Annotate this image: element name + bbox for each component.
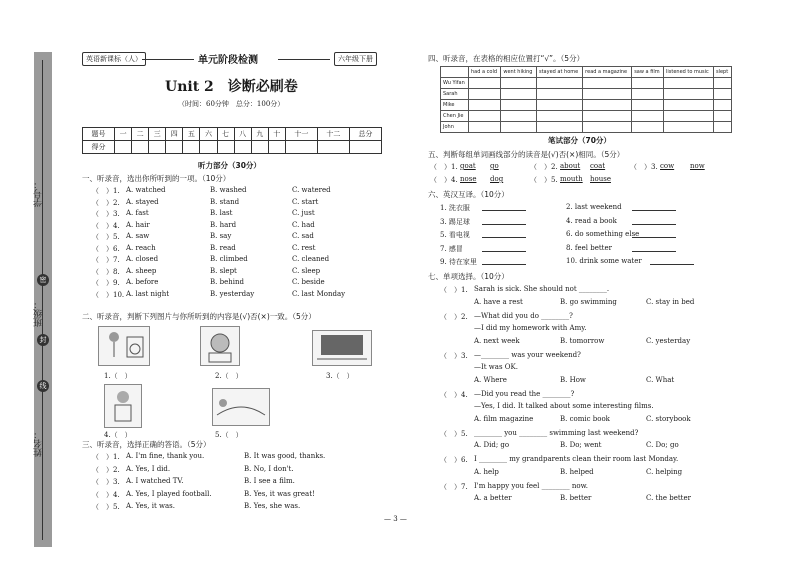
option-a: A. closed bbox=[126, 255, 159, 263]
table-cell bbox=[663, 122, 713, 133]
table-header: had a cold bbox=[468, 67, 500, 78]
table-cell bbox=[501, 89, 537, 100]
table-cell bbox=[536, 89, 582, 100]
answer-blank bbox=[482, 204, 526, 211]
question-number: （ ）3. bbox=[92, 210, 120, 218]
table-cell bbox=[632, 100, 664, 111]
question-number: （ ）9. bbox=[92, 279, 120, 287]
word-1: about bbox=[560, 162, 581, 170]
question-number: （ ）1. bbox=[430, 163, 458, 171]
option-b: B. yesterday bbox=[210, 289, 255, 298]
question-number: （ ）1. bbox=[92, 453, 120, 461]
table-cell bbox=[632, 78, 664, 89]
listening-heading: 听力部分（30分） bbox=[198, 161, 261, 170]
score-table: 题号 一 二 三 四 五 六 七 八 九 十 十一 十二 总分 得分 bbox=[82, 127, 382, 154]
option-a: A. have a rest bbox=[474, 297, 523, 306]
table-cell bbox=[713, 100, 731, 111]
cn-phrase: 9. 待在家里 bbox=[440, 258, 477, 266]
curriculum-tag: 英语新课标（人） bbox=[82, 52, 146, 66]
question-number: （ ）2. bbox=[440, 312, 468, 321]
question-number: （ ）2. bbox=[92, 465, 120, 474]
question-text: I ________ my grandparents clean their room last Monday. bbox=[474, 455, 679, 463]
option-b: B. behind bbox=[210, 278, 244, 286]
option-c: C. helping bbox=[646, 467, 683, 476]
option-c: C. just bbox=[292, 209, 315, 217]
answer-blank bbox=[632, 231, 676, 238]
option-b: B. Do; went bbox=[560, 441, 602, 449]
en-phrase: 4. read a book bbox=[566, 216, 617, 225]
answer-blank bbox=[632, 218, 676, 225]
question-number: （ ）7. bbox=[440, 482, 468, 491]
option-b: B. comic book bbox=[560, 414, 610, 423]
word-2: house bbox=[590, 175, 611, 183]
table-header: saw a film bbox=[632, 67, 664, 78]
table-cell bbox=[501, 122, 537, 133]
option-c: C. sad bbox=[292, 232, 314, 240]
picture-cinema bbox=[312, 330, 372, 366]
cn-phrase: 1. 洗衣服 bbox=[440, 204, 470, 212]
word-1: cow bbox=[660, 162, 675, 170]
option-a: A. fast bbox=[126, 209, 149, 217]
seal-char: 封 bbox=[37, 334, 49, 346]
question-number: （ ）1. bbox=[92, 187, 120, 195]
table-cell bbox=[713, 78, 731, 89]
option-c: C. watered bbox=[292, 186, 331, 194]
cinema-icon bbox=[313, 331, 371, 365]
question-number: （ ）2. bbox=[530, 163, 558, 171]
question-number: （ ）6. bbox=[92, 244, 120, 253]
table-cell bbox=[536, 111, 582, 122]
question-number: （ ）1. bbox=[440, 286, 468, 294]
question-number: （ ）8. bbox=[92, 267, 120, 276]
question-number: （ ）3. bbox=[92, 478, 120, 486]
table-cell bbox=[583, 89, 632, 100]
en-phrase: 2. last weekend bbox=[566, 203, 622, 211]
grade-tag: 六年级下册 bbox=[334, 52, 377, 66]
section-title: 七、单项选择。（10分） bbox=[428, 272, 509, 281]
option-a: A. Yes, it was. bbox=[126, 502, 175, 510]
row-label: Sarah bbox=[441, 89, 469, 100]
answer-blank bbox=[632, 204, 676, 211]
question-text: ________ you ________ swimming last weekend? bbox=[474, 428, 639, 437]
picture-dragon-boat bbox=[212, 388, 270, 426]
question-response: —I did my homework with Amy. bbox=[474, 324, 587, 332]
question-text: I'm happy you feel ________ now. bbox=[474, 481, 588, 490]
option-a: A. Yes, I played football. bbox=[126, 489, 212, 498]
question-number: （ ）3. bbox=[630, 163, 658, 171]
option-c: C. beside bbox=[292, 278, 325, 286]
option-b: B. hard bbox=[210, 220, 237, 229]
question-number: （ ）3. bbox=[440, 351, 468, 360]
question-response: —Yes, I did. It talked about some interesting films. bbox=[474, 402, 654, 410]
option-a: A. help bbox=[474, 467, 499, 476]
option-a: A. a better bbox=[474, 494, 512, 502]
option-c: C. stay in bed bbox=[646, 297, 695, 306]
option-b: B. last bbox=[210, 209, 233, 217]
table-cell bbox=[632, 122, 664, 133]
table-header: went hiking bbox=[501, 67, 537, 78]
option-a: A. saw bbox=[126, 232, 150, 240]
option-b: B. climbed bbox=[210, 255, 248, 263]
table-header: read a magazine bbox=[583, 67, 632, 78]
option-a: A. I'm fine, thank you. bbox=[126, 452, 205, 460]
table-cell bbox=[713, 89, 731, 100]
table-cell bbox=[468, 78, 500, 89]
option-b: B. go swimming bbox=[560, 297, 617, 306]
option-b: B. read bbox=[210, 243, 236, 252]
option-c: C. yesterday bbox=[646, 336, 691, 345]
section-title: 二、听录音，判断下列图片与你所听到的内容是(√)否(×)一致。（5分） bbox=[82, 312, 316, 321]
question-number: （ ）10. bbox=[92, 290, 125, 299]
table-cell bbox=[468, 111, 500, 122]
option-a: A. film magazine bbox=[474, 414, 534, 423]
word-1: mouth bbox=[560, 175, 583, 183]
row-label: Mike bbox=[441, 100, 469, 111]
id-label: 学号： bbox=[34, 180, 44, 207]
word-1: goat bbox=[460, 162, 476, 170]
question-text: —________ was your weekend? bbox=[474, 350, 581, 359]
question-number: （ ）4. bbox=[92, 221, 120, 230]
table-cell bbox=[501, 100, 537, 111]
option-c: C. start bbox=[292, 197, 319, 206]
question-number: （ ）2. bbox=[92, 198, 120, 207]
option-b: B. No, I don't. bbox=[244, 464, 294, 473]
option-a: A. I watched TV. bbox=[126, 477, 184, 485]
table-header: stayed at home bbox=[536, 67, 582, 78]
option-a: A. watched bbox=[126, 186, 166, 194]
word-1: nose bbox=[460, 175, 477, 183]
option-b: B. washed bbox=[210, 186, 247, 194]
reading-icon bbox=[105, 385, 141, 427]
answer-blank bbox=[482, 231, 526, 238]
option-c: C. sleep bbox=[292, 266, 321, 275]
question-number: （ ）4. bbox=[92, 490, 120, 499]
option-b: B. Yes, she was. bbox=[244, 502, 301, 510]
word-2: coat bbox=[590, 162, 606, 170]
table-cell bbox=[663, 89, 713, 100]
option-b: B. I see a film. bbox=[244, 477, 295, 485]
option-a: A. before bbox=[126, 278, 159, 286]
option-b: B. helped bbox=[560, 467, 594, 476]
picture-label: 1.（ ） bbox=[104, 372, 132, 380]
answer-blank bbox=[482, 218, 526, 225]
section-title: 三、听录音，选择正确的答语。（5分） bbox=[82, 440, 211, 449]
option-a: A. stayed bbox=[126, 197, 159, 206]
table-cell bbox=[663, 78, 713, 89]
row-label: Wu Yifan bbox=[441, 78, 469, 89]
table-cell bbox=[501, 78, 537, 89]
table-cell bbox=[632, 89, 664, 100]
answer-blank bbox=[650, 258, 694, 265]
table-cell bbox=[583, 100, 632, 111]
table-header: listened to music bbox=[663, 67, 713, 78]
washing-icon bbox=[99, 327, 149, 365]
dragon-icon bbox=[213, 389, 269, 425]
picture-reading bbox=[104, 384, 142, 428]
divider bbox=[278, 59, 330, 60]
answer-blank bbox=[482, 245, 526, 252]
question-number: （ ）5. bbox=[92, 233, 120, 241]
option-a: A. Where bbox=[474, 375, 507, 384]
option-b: B. better bbox=[560, 494, 592, 502]
cn-phrase: 7. 感冒 bbox=[440, 244, 463, 253]
question-number: （ ）7. bbox=[92, 256, 120, 264]
divider bbox=[142, 59, 194, 60]
word-2: dog bbox=[490, 175, 504, 183]
name-label: 姓名： bbox=[34, 430, 44, 457]
table-header bbox=[441, 67, 469, 78]
table-cell bbox=[663, 111, 713, 122]
table-cell bbox=[713, 111, 731, 122]
question-number: （ ）4. bbox=[430, 176, 458, 184]
row-label: Chen Jie bbox=[441, 111, 469, 122]
section-title: 一、听录音，选出你所听到的一项。（10分） bbox=[82, 174, 231, 183]
question-number: （ ）4. bbox=[440, 390, 468, 399]
question-response: —It was OK. bbox=[474, 363, 518, 371]
picture-sick bbox=[200, 326, 240, 366]
table-cell bbox=[536, 100, 582, 111]
en-phrase: 10. drink some water bbox=[566, 257, 642, 265]
section-title: 四、听录音，在表格的相应位置打“√”。（5分） bbox=[428, 54, 585, 63]
question-number: （ ）5. bbox=[92, 503, 120, 511]
table-cell bbox=[468, 122, 500, 133]
cn-phrase: 5. 看电视 bbox=[440, 231, 470, 239]
question-number: （ ）5. bbox=[530, 176, 558, 184]
section-title: 六、英汉互译。（10分） bbox=[428, 190, 509, 199]
page-title: Unit 2 诊断必刷卷 bbox=[165, 79, 298, 95]
answer-blank bbox=[482, 258, 526, 265]
word-2: now bbox=[690, 162, 705, 170]
option-c: C. the better bbox=[646, 494, 691, 502]
section-title: 五、判断每组单词画线部分的读音是(√)否(×)相同。（5分） bbox=[428, 150, 625, 159]
option-a: A. sheep bbox=[126, 266, 157, 275]
option-b: B. slept bbox=[210, 266, 237, 275]
picture-label: 3.（ ） bbox=[326, 372, 354, 380]
table-header: slept bbox=[713, 67, 731, 78]
table-cell bbox=[583, 78, 632, 89]
question-text: Sarah is sick. She should not ________. bbox=[474, 285, 610, 293]
table-cell bbox=[501, 111, 537, 122]
option-a: A. next week bbox=[474, 336, 520, 345]
question-text: —What did you do ________? bbox=[474, 311, 573, 320]
option-c: C. rest bbox=[292, 243, 316, 252]
banner: 单元阶段检测 bbox=[198, 55, 258, 66]
written-heading: 笔试部分（70分） bbox=[548, 136, 611, 145]
answer-blank bbox=[632, 245, 676, 252]
en-phrase: 6. do something else bbox=[566, 230, 640, 238]
option-a: A. Did; go bbox=[474, 441, 510, 449]
option-b: B. It was good, thanks. bbox=[244, 452, 326, 460]
option-b: B. tomorrow bbox=[560, 336, 605, 345]
question-number: （ ）6. bbox=[440, 456, 468, 464]
table-cell bbox=[468, 89, 500, 100]
picture-label: 4.（ ） bbox=[104, 431, 132, 439]
seal-char: 密 bbox=[37, 274, 49, 286]
table-cell bbox=[663, 100, 713, 111]
option-c: C. last Monday bbox=[292, 289, 346, 298]
table-cell bbox=[468, 100, 500, 111]
option-a: A. reach bbox=[126, 243, 156, 252]
option-a: A. last night bbox=[126, 289, 170, 298]
option-c: C. Do; go bbox=[646, 441, 679, 449]
picture-label: 2.（ ） bbox=[215, 372, 243, 380]
table-cell bbox=[632, 111, 664, 122]
question-number: （ ）5. bbox=[440, 429, 468, 438]
table-cell bbox=[583, 111, 632, 122]
table-cell bbox=[536, 78, 582, 89]
picture-washing-clothes bbox=[98, 326, 150, 366]
option-a: A. hair bbox=[126, 220, 150, 229]
option-c: C. What bbox=[646, 375, 675, 384]
option-b: B. stand bbox=[210, 197, 240, 206]
table-cell bbox=[583, 122, 632, 133]
option-b: B. How bbox=[560, 375, 586, 384]
question-text: —Did you read the ________? bbox=[474, 389, 575, 398]
option-c: C. storybook bbox=[646, 414, 691, 423]
seal-char: 线 bbox=[37, 380, 49, 392]
picture-label: 5.（ ） bbox=[215, 431, 243, 439]
option-b: B. Yes, it was great! bbox=[244, 489, 315, 498]
subtitle: （时间：60分钟 总分：100分） bbox=[178, 100, 285, 108]
row-label: John bbox=[441, 122, 469, 133]
table-cell bbox=[536, 122, 582, 133]
option-c: C. had bbox=[292, 220, 315, 229]
page-number: — 3 — bbox=[384, 515, 407, 523]
option-c: C. cleaned bbox=[292, 255, 330, 263]
sick-icon bbox=[201, 327, 239, 365]
option-b: B. say bbox=[210, 232, 232, 240]
class-label: 班级： bbox=[34, 300, 44, 327]
activity-table bbox=[440, 66, 732, 133]
word-2: go bbox=[490, 162, 499, 170]
option-a: A. Yes, I did. bbox=[126, 464, 171, 473]
cn-phrase: 3. 踢足球 bbox=[440, 217, 470, 226]
en-phrase: 8. feel better bbox=[566, 243, 612, 252]
table-cell bbox=[713, 122, 731, 133]
